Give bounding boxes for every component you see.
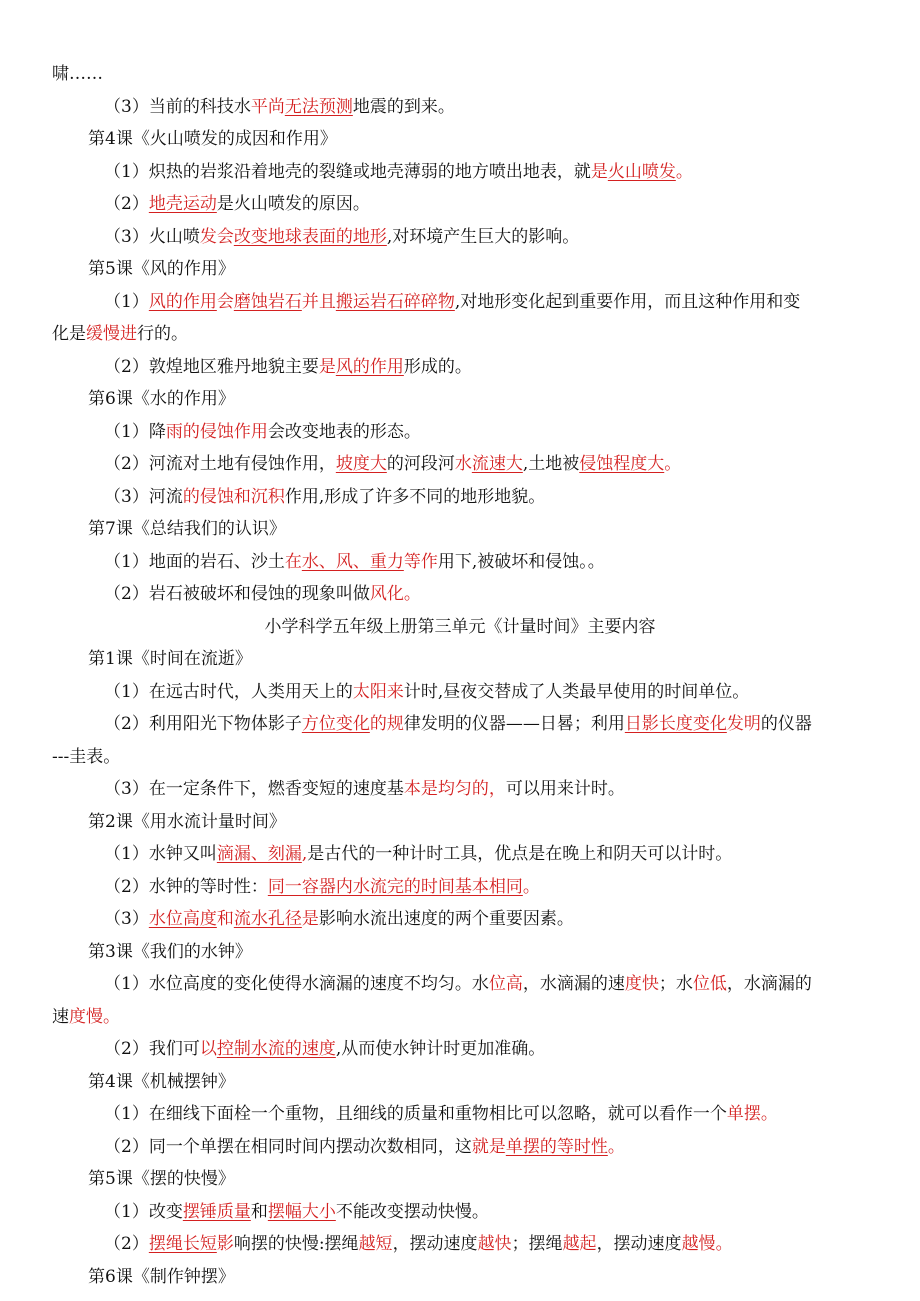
highlight-text: 摆幅大小 — [267, 1201, 336, 1222]
text-line — [0, 708, 920, 741]
text-line — [0, 741, 920, 774]
text-line — [0, 1001, 920, 1034]
highlight-text: 缓慢进 — [86, 324, 137, 344]
text-line — [0, 286, 920, 319]
text-span: 第4课《机械摆钟》 — [88, 1071, 235, 1092]
highlight-text: 火山喷发 — [607, 161, 676, 182]
highlight-text: 风的作用 — [148, 291, 217, 312]
text-span: 不能改变摆动快慢。 — [335, 1201, 489, 1222]
text-span: （1）地面的岩石、沙土 — [104, 551, 285, 572]
highlight-text: 滴漏、刻漏 — [216, 844, 302, 864]
text-span: （1）降 — [104, 421, 166, 442]
highlight-text: 改变地球表面的地形 — [233, 226, 387, 247]
text-line — [0, 481, 920, 514]
highlight-text: 太阳来 — [352, 681, 404, 702]
text-line — [0, 1131, 920, 1164]
text-span: 作用,形成了许多不同的地形地貌。 — [284, 486, 546, 507]
text-span: 第3课《我们的水钟》 — [88, 941, 252, 962]
lesson-heading — [0, 1163, 920, 1196]
text-span: 用下,被破坏和侵蚀。。 — [437, 551, 605, 572]
text-line — [0, 91, 920, 124]
text-line — [0, 1228, 920, 1261]
text-span: （1）改变 — [104, 1201, 183, 1222]
text-line — [0, 578, 920, 611]
highlight-text: 越起 — [562, 1234, 597, 1254]
text-span: 速 — [52, 1006, 69, 1027]
highlight-text: 水、风、重力 — [301, 551, 404, 572]
text-span: 第4课《火山喷发的成因和作用》 — [88, 129, 337, 149]
highlight-text: 流速大 — [471, 454, 523, 474]
highlight-text: 越慢 — [681, 1234, 716, 1254]
lesson-heading — [0, 1261, 920, 1294]
highlight-text: 越短 — [358, 1234, 393, 1254]
text-span: 第7课《总结我们的认识》 — [88, 519, 286, 539]
text-line — [0, 773, 920, 806]
highlight-text: 并且 — [301, 291, 336, 312]
lesson-heading — [0, 253, 920, 286]
text-span: （2）同一个单摆在相同时间内摆动次数相同，这 — [104, 1136, 472, 1157]
text-span: （3）在一定条件下，燃香变短的速度基 — [104, 779, 404, 799]
text-line — [0, 1098, 920, 1131]
text-span: ；水 — [658, 974, 693, 994]
text-span: （3） — [104, 909, 149, 929]
highlight-text: 雨的侵蚀作用 — [165, 421, 268, 442]
highlight-text: 。 — [715, 1234, 733, 1254]
highlight-text: 摆绳长短 — [148, 1234, 217, 1254]
text-span: 和 — [250, 1201, 268, 1222]
lesson-heading — [0, 1066, 920, 1099]
text-span: （1）水位高度的变化使得水滴漏的速度不均匀。水 — [104, 974, 489, 994]
text-span: ，摆动速度 — [596, 1234, 682, 1254]
text-line — [0, 546, 920, 579]
highlight-text: 在 — [284, 551, 302, 572]
highlight-text: 。 — [522, 876, 540, 897]
text-span: ,土地被 — [522, 454, 580, 474]
lesson-heading — [0, 643, 920, 676]
text-span: 第5课《风的作用》 — [88, 259, 235, 279]
text-span: 形成的。 — [403, 356, 472, 377]
text-span: 会改变地表的形态。 — [267, 421, 421, 442]
text-span: ；摆绳 — [511, 1234, 563, 1254]
text-span: （1）炽热的岩浆沿着地壳的裂缝或地壳薄弱的地方喷出地表，就 — [104, 161, 591, 182]
text-span: ，水滴漏的速 — [522, 974, 625, 994]
text-span: 地震的到来。 — [352, 96, 455, 117]
text-span: 第5课《摆的快慢》 — [88, 1169, 235, 1189]
text-span: （2）敦煌地区雅丹地貌主要 — [104, 356, 319, 377]
text-span: 小学科学五年级上册第三单元《计量时间》主要内容 — [264, 616, 656, 637]
text-span: 第6课《水的作用》 — [88, 389, 235, 409]
highlight-text: 水 — [454, 454, 472, 474]
text-span: ，摆动速度 — [392, 1234, 478, 1254]
document-body — [0, 58, 920, 1293]
highlight-text: 单摆。 — [726, 1104, 778, 1124]
section-title — [0, 611, 920, 644]
text-span: （3）河流 — [104, 486, 183, 507]
highlight-text: 同一容器内水流完的时间基本相同 — [267, 876, 523, 897]
highlight-text: 发明 — [726, 714, 761, 734]
text-line — [0, 1196, 920, 1229]
text-line — [0, 838, 920, 871]
text-span: 是火山喷发的原因。 — [216, 194, 370, 214]
highlight-text: 日影长度变化 — [624, 714, 727, 734]
highlight-text: 位高 — [488, 974, 523, 994]
highlight-text: 越快 — [477, 1234, 512, 1254]
text-span: 第2课《用水流计量时间》 — [88, 811, 286, 832]
highlight-text: 度快 — [624, 974, 659, 994]
highlight-text: 摆锤质量 — [182, 1201, 251, 1222]
text-line — [0, 871, 920, 904]
text-span: （2） — [104, 194, 149, 214]
text-span: 第6课《制作钟摆》 — [88, 1266, 235, 1287]
highlight-text: 的规 — [369, 714, 404, 734]
text-span: （2）我们可 — [104, 1039, 200, 1059]
text-line — [0, 318, 920, 351]
lesson-heading — [0, 383, 920, 416]
highlight-text: 无法预测 — [284, 96, 353, 117]
text-span: （1）在远古时代，人类用天上的 — [104, 681, 353, 702]
highlight-text: 风化。 — [369, 584, 421, 604]
highlight-text: 搬运岩石碎碎物 — [335, 291, 455, 312]
text-span: （2）水钟的等时性： — [104, 876, 268, 897]
highlight-text: 水位高度 — [148, 909, 217, 929]
text-line — [0, 58, 920, 91]
text-span: （2）利用阳光下物体影子 — [104, 714, 302, 734]
text-span: 影响水流出速度的两个重要因素。 — [318, 909, 574, 929]
text-span: 是古代的一种计时工具，优点是在晚上和阴天可以计时。 — [307, 844, 733, 864]
text-span: ,对环境产生巨大的影响。 — [386, 226, 580, 247]
text-line — [0, 1033, 920, 1066]
text-span: ,对地形变化起到重要作用，而且这种作用和变 — [454, 291, 801, 312]
lesson-heading — [0, 806, 920, 839]
highlight-text: 是 — [301, 909, 319, 929]
highlight-text: 控制水流的速度 — [216, 1039, 336, 1059]
text-span: （1） — [104, 291, 149, 312]
text-span: 啸…… — [52, 64, 103, 84]
highlight-text: 流水孔径 — [233, 909, 302, 929]
text-span: 响摆的快慢:摆绳 — [233, 1234, 359, 1254]
text-line — [0, 676, 920, 709]
text-span: 的仪器 — [760, 714, 812, 734]
text-line — [0, 156, 920, 189]
highlight-text: 位低 — [692, 974, 727, 994]
text-span: 可以用来计时。 — [505, 779, 625, 799]
text-span: ,从而使水钟计时更加准确。 — [335, 1039, 546, 1059]
highlight-text: , — [301, 844, 308, 864]
text-span: （1）在细线下面栓一个重物，且细线的质量和重物相比可以忽略，就可以看作一个 — [104, 1104, 727, 1124]
text-line — [0, 968, 920, 1001]
highlight-text: 单摆的等时性 — [505, 1136, 608, 1157]
highlight-text: 度慢。 — [69, 1006, 120, 1027]
highlight-text: 。 — [664, 454, 682, 474]
highlight-text: 本是均匀的， — [403, 779, 506, 799]
lesson-heading — [0, 513, 920, 546]
lesson-heading — [0, 936, 920, 969]
highlight-text: 地壳运动 — [148, 194, 217, 214]
highlight-text: 以 — [199, 1039, 217, 1059]
highlight-text: 风的作用 — [335, 356, 404, 377]
text-line — [0, 448, 920, 481]
text-span: 律发明的仪器——日晷；利用 — [403, 714, 625, 734]
text-span: （3）当前的科技水 — [104, 96, 251, 117]
highlight-text: 的侵蚀和沉积 — [182, 486, 285, 507]
highlight-text: 方位变化 — [301, 714, 370, 734]
text-span: 化是 — [52, 324, 86, 344]
text-span: （2） — [104, 1234, 149, 1254]
text-line — [0, 351, 920, 384]
highlight-text: 是 — [590, 161, 608, 182]
text-span: （2）河流对土地有侵蚀作用， — [104, 454, 336, 474]
text-span: 行的。 — [137, 324, 188, 344]
text-span: 第1课《时间在流逝》 — [88, 649, 252, 669]
highlight-text: 坡度大 — [335, 454, 387, 474]
text-line — [0, 416, 920, 449]
highlight-text: 和 — [216, 909, 234, 929]
highlight-text: 侵蚀程度大 — [579, 454, 665, 474]
highlight-text: 是 — [318, 356, 336, 377]
text-span: （1）水钟又叫 — [104, 844, 217, 864]
highlight-text: 等作 — [403, 551, 438, 572]
highlight-text: 。 — [607, 1136, 625, 1157]
highlight-text: 影 — [216, 1234, 234, 1254]
text-span: ，水滴漏的 — [726, 974, 812, 994]
text-line — [0, 903, 920, 936]
highlight-text: 会 — [216, 291, 234, 312]
text-span: 计时,昼夜交替成了人类最早使用的时间单位。 — [403, 681, 750, 702]
highlight-text: 。 — [675, 161, 693, 182]
highlight-text: 就是 — [471, 1136, 506, 1157]
text-span: （2）岩石被破坏和侵蚀的现象叫做 — [104, 584, 370, 604]
highlight-text: 磨蚀岩石 — [233, 291, 302, 312]
text-span: 的河段河 — [386, 454, 455, 474]
text-line — [0, 188, 920, 221]
lesson-heading — [0, 123, 920, 156]
text-span: （3）火山喷 — [104, 226, 200, 247]
highlight-text: 发会 — [199, 226, 234, 247]
text-line — [0, 221, 920, 254]
highlight-text: 平尚 — [250, 96, 285, 117]
text-span: ---圭表。 — [52, 746, 121, 767]
